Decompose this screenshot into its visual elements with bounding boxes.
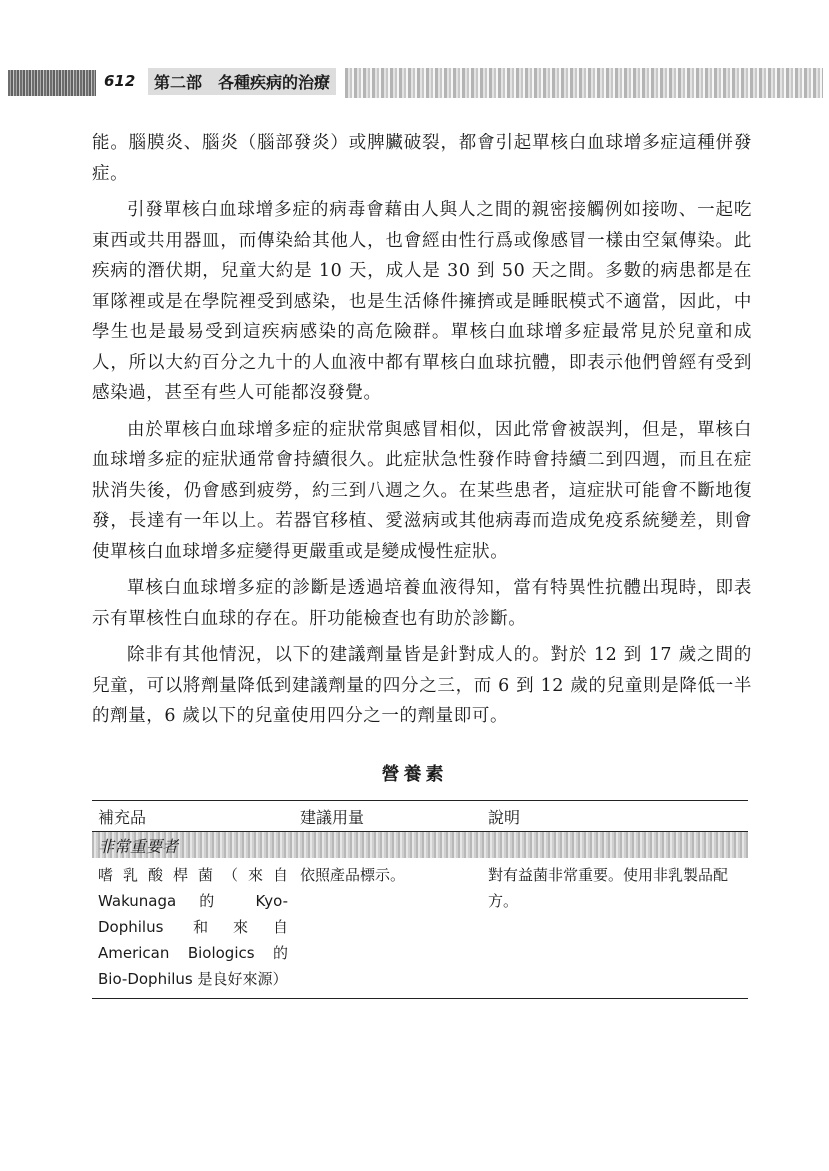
- nutrient-table: [92, 800, 748, 999]
- header-decoration-left: [8, 70, 96, 96]
- header-supplement: 補充品: [98, 807, 147, 827]
- table-row: [92, 858, 748, 998]
- paragraph: 除非有其他情況，以下的建議劑量皆是針對成人的。對於 12 到 17 歲之間的兒童，可以將劑量降低到建議劑量的四分之三，而 6 到 12 歲的兒童則是降低一半的劑量，6 歲以下的兒童使用四分之一的劑量即可。: [92, 645, 752, 726]
- cell-dosage: 依照產品標示。: [300, 866, 406, 884]
- table-section-label: 非常重要者: [92, 832, 748, 858]
- table-header-row: [92, 801, 748, 832]
- paragraph: 單核白血球增多症的診斷是透過培養血液得知，當有特異性抗體出現時，即表示有單核性白血球的存在。肝功能檢查也有助於診斷。: [92, 578, 752, 629]
- paragraph: 由於單核白血球增多症的症狀常與感冒相似，因此常會被誤判，但是，單核白血球增多症的症狀通常會持續很久。此症狀急性發作時會持續二到四週，而且在症狀消失後，仍會感到疲勞，約三到八週之久。在某些患者，這症狀可能會不斷地復發，長達有一年以上。若器官移植、愛滋病或其他病毒而造成免疫系統變差，則會使單核白血球增多症變得更嚴重或是變成慢性症狀。: [92, 419, 752, 562]
- chapter-title: 第二部 各種疾病的治療: [148, 68, 336, 95]
- cell-note: 對有益菌非常重要。使用非乳製品配方。: [488, 866, 729, 910]
- table-title: 營養素: [381, 764, 448, 785]
- running-header: [0, 62, 829, 106]
- header-note: 說明: [488, 807, 521, 827]
- page-number: 612: [104, 72, 136, 90]
- header-dosage: 建議用量: [300, 807, 365, 827]
- header-decoration-right: [345, 68, 823, 98]
- paragraph: 能。腦膜炎、腦炎（腦部發炎）或脾臟破裂，都會引起單核白血球增多症這種併發症。: [92, 133, 752, 184]
- cell-supplement: 嗜乳酸桿菌（來自 Wakunaga 的 Kyo-Dophilus 和來自 American Biologics 的 Bio-Dophilus 是良好來源）: [98, 866, 288, 988]
- paragraph: 引發單核白血球增多症的病毒會藉由人與人之間的親密接觸例如接吻、一起吃東西或共用器皿，而傳染給其他人，也會經由性行爲或像感冒一樣由空氣傳染。此疾病的潛伏期，兒童大約是 10 天，成人是 30 到 50 天之間。多數的病患都是在軍隊裡或是在學院裡受到感染，也是生活條件擁擠或是睡眠模式不適當，因此，中學生也是最易受到這疾病感染的高危險群。單核白血球增多症最常見於兒童和成人，所以大約百分之九十的人血液中都有單核白血球抗體，即表示他們曾經有受到感染過，甚至有些人可能都沒發覺。: [92, 200, 752, 403]
- body-text: [92, 128, 752, 738]
